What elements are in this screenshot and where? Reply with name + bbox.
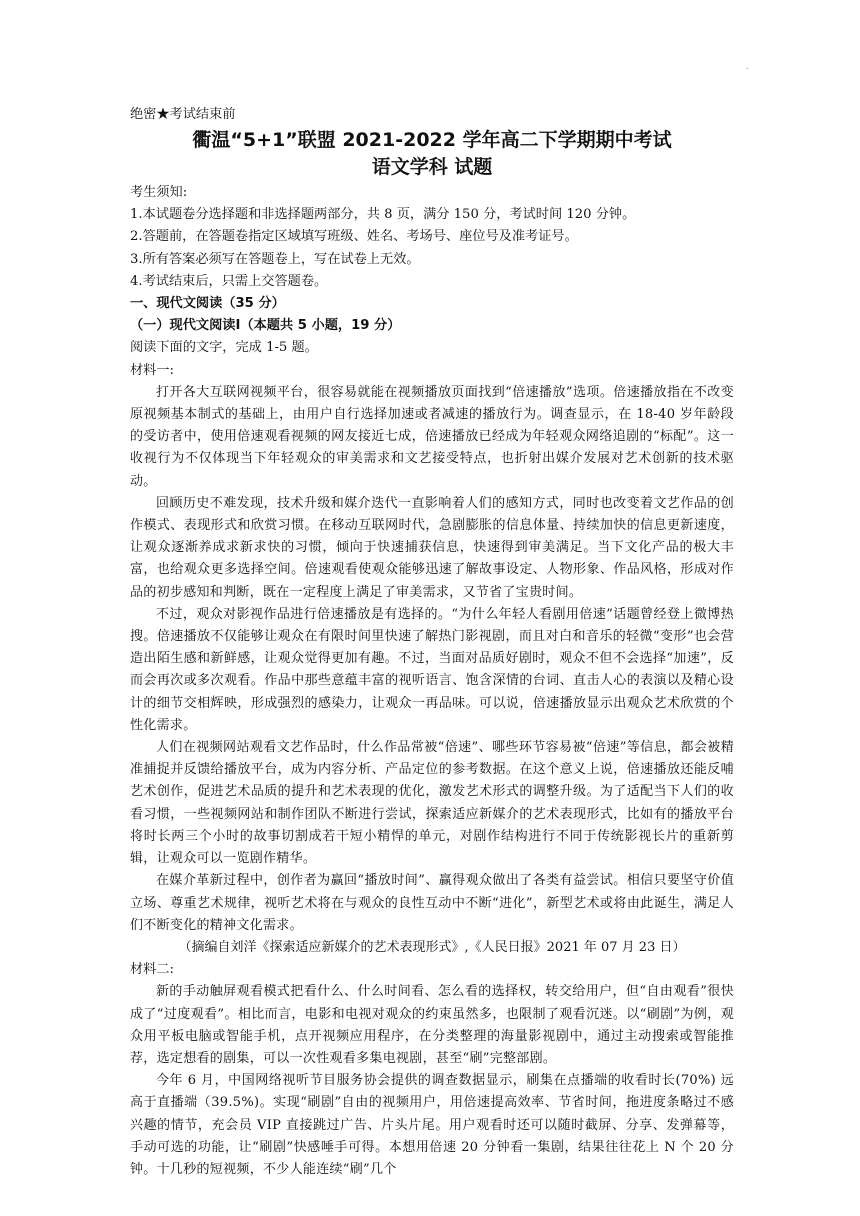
notice-item: 3.所有答案必须写在答题卷上，写在试卷上无效。 bbox=[130, 251, 420, 267]
exam-title: 衢温“5+1”联盟 2021-2022 学年高二下学期期中考试 bbox=[192, 129, 672, 151]
paragraph: 今年 6 月，中国网络视听节目服务协会提供的调查数据显示，刷集在点播端的收看时长(70%) 远高于直播端（39.5%)。实现“刷剧”自由的视频用户，用倍速提高效率、节省时间，拖进度条略过不感兴趣的情节，充会员 VIP 直接跳过广告、片头片尾。用户观看时还可以随时截屏、分享、发弹幕等，手动可选的功能，让“刷剧”快感唾手可得。本想用倍速 20 分钟看一集剧，结果往往花上 N 个 20 分钟。十几秒的短视频，不少人能连续“刷”几个 bbox=[130, 1073, 734, 1177]
notice-heading: 考生须知: bbox=[130, 185, 188, 200]
paragraph: 打开各大互联网视频平台，很容易就能在视频播放页面找到“倍速播放”选项。倍速播放指在不改变原视频基本制式的基础上，由用户自行选择加速或者减速的播放行为。调查显示，在 18-40 岁年龄段的受访者中，使用倍速观看视频的网友接近七成，倍速播放已经成为年轻观众网络追剧的“标配”。这一收视行为不仅体现当下年轻观众的审美需求和文艺接受特点，也折射出媒介发展对艺术创新的技术驱动。 bbox=[130, 384, 734, 489]
exam-subtitle: 语文学科 试题 bbox=[371, 156, 493, 178]
section-heading: 一、现代文阅读（35 分） bbox=[130, 296, 285, 312]
exam-page bbox=[130, 104, 734, 1181]
source-citation: （摘编自刘洋《探索适应新媒介的艺术表现形式》,《人民日报》2021 年 07 月 23 日） bbox=[178, 939, 686, 955]
secret-label: 绝密★考试结束前 bbox=[130, 107, 236, 122]
notice-item: 1.本试题卷分选择题和非选择题两部分，共 8 页，满分 150 分，考试时间 120 分钟。 bbox=[130, 207, 636, 223]
corner-dot: . bbox=[746, 62, 749, 71]
material-label: 材料一: bbox=[130, 362, 175, 378]
paragraph: 新的手动触屏观看模式把看什么、什么时间看、怎么看的选择权，转交给用户，但“自由观看”很快成了“过度观看”。相比而言，电影和电视对观众的约束虽然多，也限制了观看沉迷。以“刷剧”为例，观众用平板电脑或智能手机，点开视频应用程序，在分类整理的海量影视剧中，通过主动搜索或智能推荐，选定想看的剧集，可以一次性观看多集电视剧，甚至“刷”完整部剧。 bbox=[130, 984, 734, 1066]
paragraph: 回顾历史不难发现，技术升级和媒介迭代一直影响着人们的感知方式，同时也改变着文艺作品的创作模式、表现形式和欣赏习惯。在移动互联网时代，急剧膨胀的信息体量、持续加快的信息更新速度，让观众逐渐养成求新求快的习惯，倾向于快速捕获信息，快速得到审美满足。当下文化产品的极大丰富，也给观众更多选择空间。倍速观看使观众能够迅速了解故事设定、人物形象、作品风格，形成对作品的初步感知和判断，既在一定程度上满足了审美需求，又节省了宝贵时间。 bbox=[130, 495, 734, 600]
notice-item: 4.考试结束后，只需上交答题卷。 bbox=[130, 273, 328, 289]
paragraph: 在媒介革新过程中，创作者为赢回“播放时间”、赢得观众做出了各类有益尝试。相信只要坚守价值立场、尊重艺术规律，视听艺术将在与观众的良性互动中不断“进化”，新型艺术或将由此诞生，满足人们不断变化的精神文化需求。 bbox=[130, 873, 734, 933]
notice-item: 2.答题前，在答题卷指定区域填写班级、姓名、考场号、座位号及准考证号。 bbox=[130, 229, 578, 245]
paragraph: 人们在视频网站观看文艺作品时，什么作品常被“倍速”、哪些环节容易被“倍速”等信息，都会被精准捕捉并反馈给播放平台，成为内容分析、产品定位的参考数据。在这个意义上说，倍速播放还能反哺艺术创作，促进艺术品质的提升和艺术表现的优化，激发艺术形式的调整升级。为了适配当下人们的收看习惯，一些视频网站和制作团队不断进行尝试，探索适应新媒介的艺术表现形式，比如有的播放平台将时长两三个小时的故事切割成若干短小精悍的单元，对剧作结构进行不同于传统影视长片的重新剪辑，让观众可以一览剧作精华。 bbox=[130, 740, 734, 867]
reading-instruction: 阅读下面的文字，完成 1-5 题。 bbox=[130, 340, 318, 356]
subsection-heading: （一）现代文阅读Ⅰ（本题共 5 小题，19 分） bbox=[130, 318, 401, 334]
paragraph: 不过，观众对影视作品进行倍速播放是有选择的。“为什么年轻人看剧用倍速”话题曾经登上微博热搜。倍速播放不仅能够让观众在有限时间里快速了解热门影视剧，而且对白和音乐的轻微“变形”也会营造出陌生感和新鲜感，让观众觉得更加有趣。不过，当面对品质好剧时，观众不但不会选择“加速”，反而会再次或多次观看。作品中那些意蕴丰富的视听语言、饱含深情的台词、直击人心的表演以及精心设计的细节交相辉映，形成强烈的感染力，让观众一再品味。可以说，倍速播放显示出观众艺术欣赏的个性化需求。 bbox=[130, 606, 734, 733]
material-label: 材料二: bbox=[130, 962, 175, 978]
